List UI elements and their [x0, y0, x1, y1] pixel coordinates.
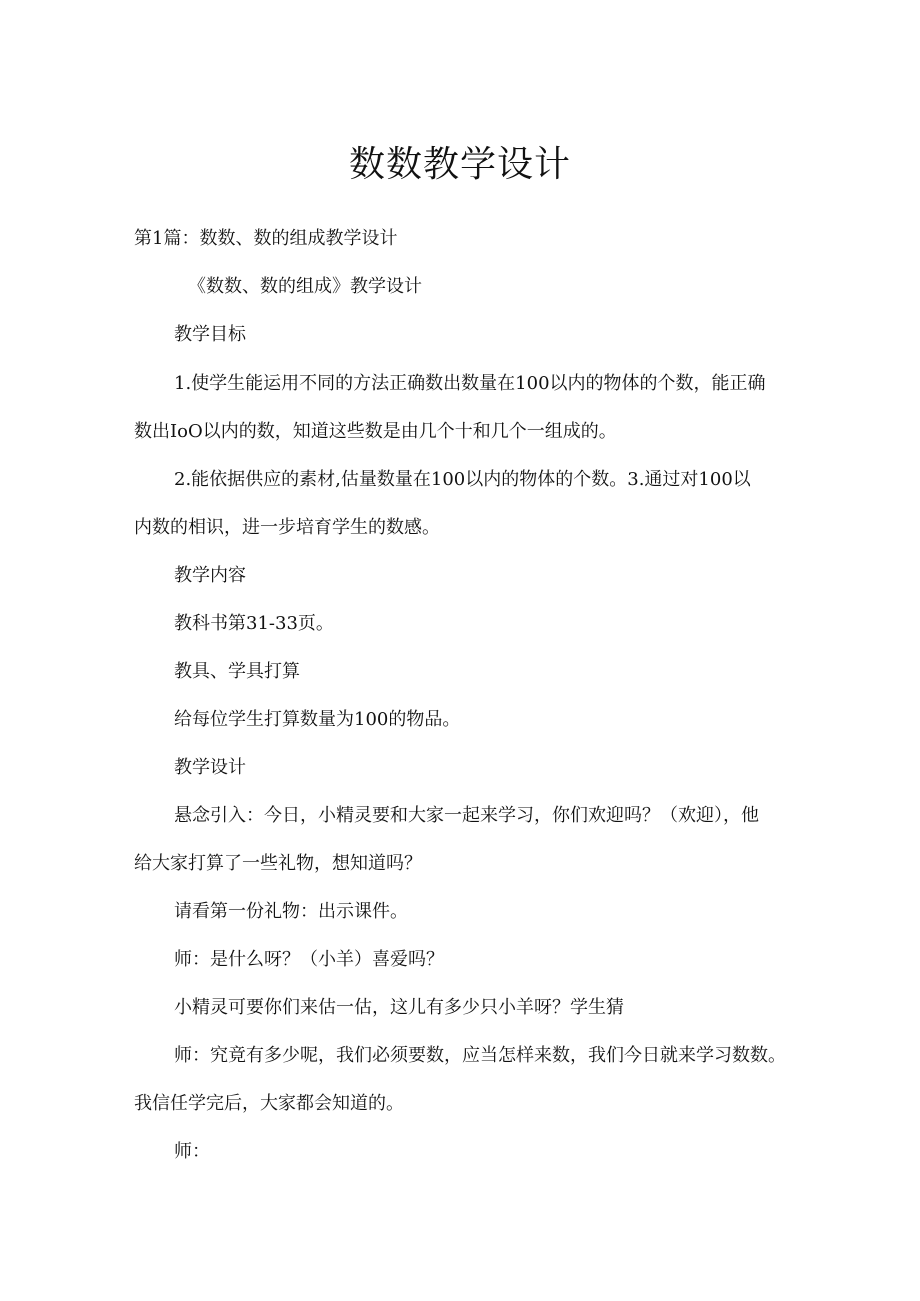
goal-1-line-1: 1.使学生能运用不同的方法正确数出数量在100以内的物体的个数，能正确: [174, 373, 766, 394]
goal-2-line-2: 内数的相识，进一步培育学生的数感。: [134, 517, 440, 538]
goal-2-line-1: 2.能依据供应的素材,估量数量在100以内的物体的个数。3.通过对100以: [174, 469, 751, 490]
content-text: 教科书第31-33页。: [174, 613, 334, 634]
teacher-line-2b: 我信任学完后，大家都会知道的。: [134, 1093, 404, 1114]
lesson-subtitle: 《数数、数的组成》教学设计: [188, 276, 422, 297]
section-heading-content: 教学内容: [174, 565, 246, 586]
goal-1-line-2: 数出IoO以内的数，知道这些数是由几个十和几个一组成的。: [134, 421, 617, 442]
section-heading-design: 教学设计: [174, 757, 246, 778]
teacher-line-2a: 师：究竟有多少呢，我们必须要数，应当怎样来数，我们今日就来学习数数。: [174, 1045, 786, 1066]
section-heading-tools: 教具、学具打算: [174, 661, 300, 682]
teacher-question-1: 师：是什么呀？（小羊）喜爱吗？: [174, 949, 444, 970]
intro-line-1: 悬念引入：今日，小精灵要和大家一起来学习，你们欢迎吗？（欢迎），他: [174, 805, 759, 826]
gift-text: 请看第一份礼物：出示课件。: [174, 901, 408, 922]
chapter-heading: 第1篇：数数、数的组成教学设计: [134, 228, 398, 249]
intro-line-2: 给大家打算了一些礼物，想知道吗？: [134, 853, 422, 874]
tools-text: 给每位学生打算数量为100的物品。: [174, 709, 461, 730]
elf-text: 小精灵可要你们来估一估，这儿有多少只小羊呀？学生猜: [174, 997, 624, 1018]
document-title: 数数教学设计: [348, 144, 571, 185]
section-heading-goals: 教学目标: [174, 324, 246, 345]
teacher-line-3: 师：: [174, 1141, 210, 1162]
